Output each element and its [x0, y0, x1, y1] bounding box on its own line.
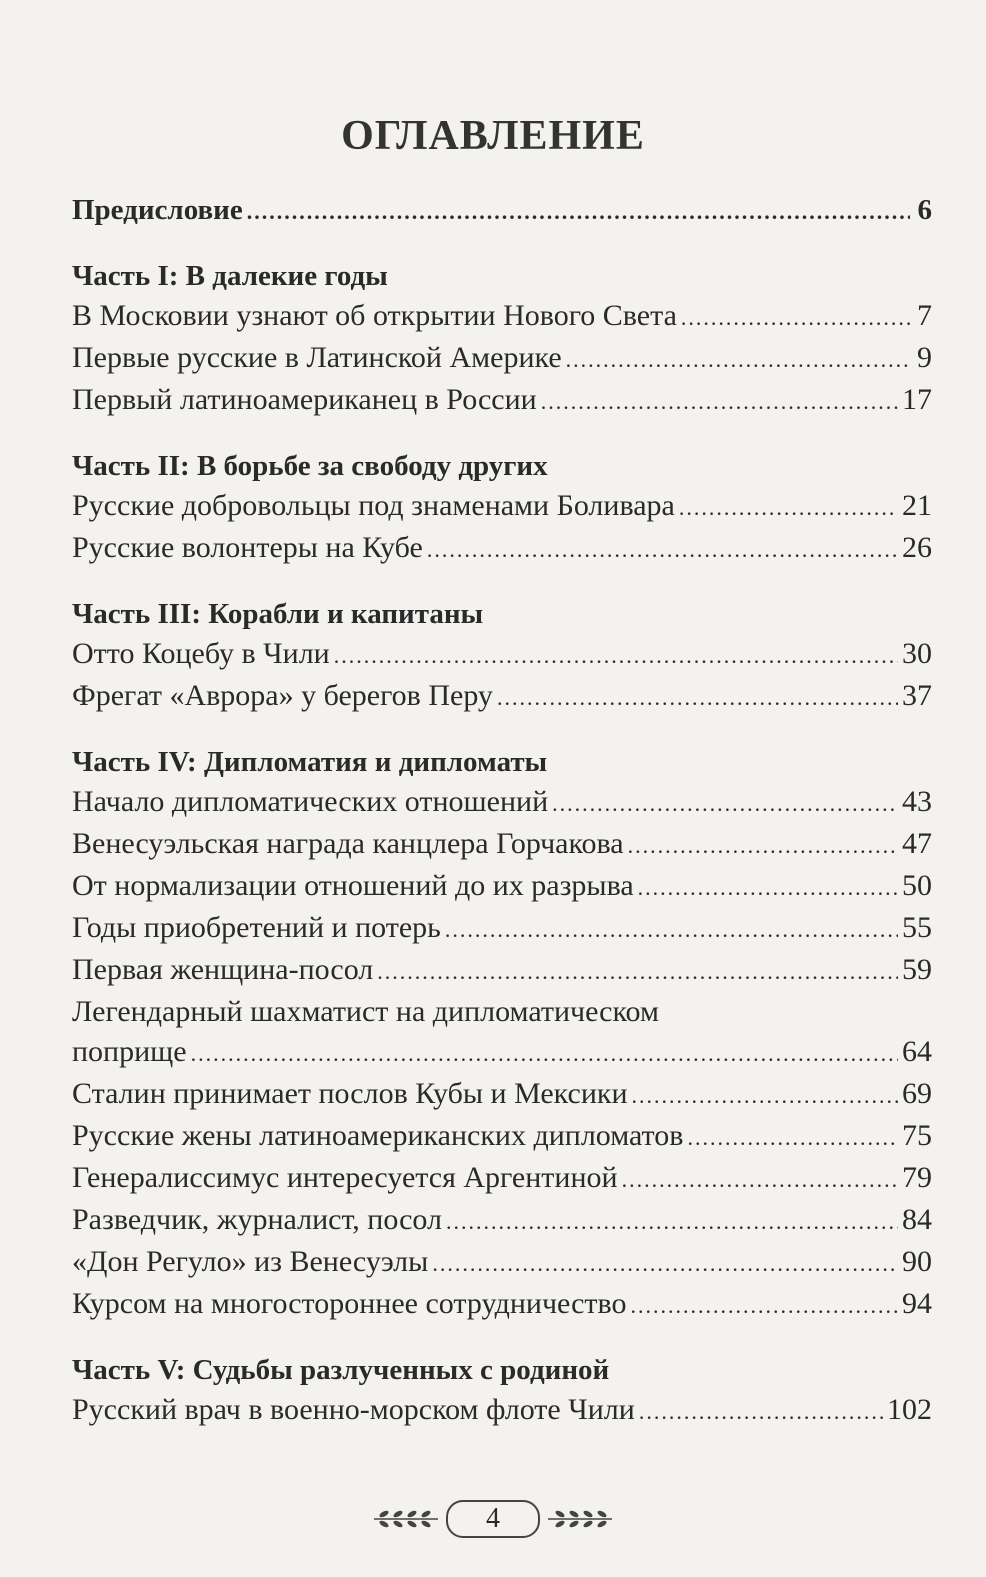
- toc-entry[interactable]: [72, 1242, 932, 1284]
- toc-entry[interactable]: [72, 1284, 932, 1326]
- toc-entry-label: Венесуэльская награда канцлера Горчакова: [72, 827, 624, 860]
- toc-entry[interactable]: [72, 338, 932, 380]
- toc-entry-page: 84: [902, 1203, 932, 1236]
- page-number: 4: [446, 1500, 540, 1538]
- toc-entry-label: Отто Коцебу в Чили: [72, 637, 330, 670]
- toc-part-2: [72, 446, 932, 570]
- toc-entry-label: Годы приобретений и потерь: [72, 911, 441, 944]
- toc-entry-label: Первый латиноамериканец в России: [72, 383, 537, 416]
- toc-entry[interactable]: [72, 486, 932, 528]
- page-title: ОГЛАВЛЕНИЕ: [341, 113, 645, 159]
- leader-dots: [681, 298, 910, 338]
- toc-entry-page: 26: [902, 531, 932, 564]
- toc-entry[interactable]: [72, 950, 932, 992]
- toc-entry-page: 30: [902, 637, 932, 670]
- toc-entry-page: 94: [902, 1287, 932, 1320]
- laurel-ornament-icon: [370, 1504, 440, 1534]
- toc-entry-label: Первые русские в Латинской Америке: [72, 341, 562, 374]
- leader-dots: [638, 868, 898, 908]
- toc-entry-page: 75: [902, 1119, 932, 1152]
- toc-entry-page: 90: [902, 1245, 932, 1278]
- toc-entry-page: 7: [917, 299, 932, 332]
- toc-entry-label-line1[interactable]: Легендарный шахматист на дипломатическом: [72, 995, 659, 1028]
- toc-entry-page: 37: [902, 679, 932, 712]
- toc-entry-label: Русские добровольцы под знаменами Боливара: [72, 489, 675, 522]
- toc-part-1: [72, 256, 932, 422]
- leader-dots: [639, 1392, 883, 1432]
- toc-entry[interactable]: [72, 634, 932, 676]
- toc-entry-page: 69: [902, 1077, 932, 1110]
- toc-entry-label: Сталин принимает послов Кубы и Мексики: [72, 1077, 628, 1110]
- toc-entry-page: 64: [902, 1035, 932, 1068]
- toc-entry-page: 9: [917, 341, 932, 374]
- part-title: Часть II: В борьбе за свободу других: [72, 450, 548, 482]
- toc-entry[interactable]: [72, 1116, 932, 1158]
- toc-entry-page: 21: [902, 489, 932, 522]
- toc-entry[interactable]: [72, 866, 932, 908]
- leader-dots: [679, 488, 898, 528]
- leader-dots: [552, 784, 898, 824]
- toc-entry-label: Первая женщина-посол: [72, 953, 374, 986]
- toc-part-3: [72, 594, 932, 718]
- part-title: Часть III: Корабли и капитаны: [72, 598, 484, 630]
- toc-entry-page: 102: [887, 1393, 932, 1426]
- leader-dots: [628, 826, 898, 866]
- toc-entry-label: От нормализации отношений до их разрыва: [72, 869, 634, 902]
- leader-dots: [432, 1244, 898, 1284]
- leader-dots: [541, 382, 898, 422]
- toc-entry-label: Фрегат «Аврора» у берегов Перу: [72, 679, 493, 712]
- leader-dots: [446, 1202, 898, 1242]
- toc-entry-label: Русские волонтеры на Кубе: [72, 531, 423, 564]
- toc-entry-page: 55: [902, 911, 932, 944]
- toc-entry[interactable]: [72, 824, 932, 866]
- toc-entry-page: 17: [902, 383, 932, 416]
- leader-dots: [334, 636, 898, 676]
- laurel-ornament-icon: [546, 1504, 616, 1534]
- toc-entry[interactable]: [72, 1074, 932, 1116]
- toc-entry-label: Разведчик, журналист, посол: [72, 1203, 442, 1236]
- leader-dots: [427, 530, 898, 570]
- toc-entry-page: 79: [902, 1161, 932, 1194]
- toc-entry-preface[interactable]: [72, 190, 932, 232]
- toc-entry[interactable]: [72, 380, 932, 422]
- part-title: Часть IV: Дипломатия и дипломаты: [72, 746, 548, 778]
- part-title: Часть V: Судьбы разлученных с родиной: [72, 1354, 610, 1386]
- leader-dots: [632, 1076, 899, 1116]
- toc-entry-page: 59: [902, 953, 932, 986]
- toc-entry-label: Начало дипломатических отношений: [72, 785, 549, 818]
- part-title: Часть I: В далекие годы: [72, 260, 388, 292]
- toc-entry-label: Предисловие: [72, 194, 243, 226]
- toc-entry-label: поприще: [72, 1035, 187, 1068]
- toc-entry-page: 47: [902, 827, 932, 860]
- toc-entry-page: 50: [902, 869, 932, 902]
- toc-entry-label: Русские жены латиноамериканских дипломатов: [72, 1119, 684, 1152]
- toc-entry[interactable]: [72, 676, 932, 718]
- leader-dots: [566, 340, 910, 380]
- toc-entry[interactable]: [72, 1200, 932, 1242]
- toc-entry[interactable]: [72, 908, 932, 950]
- toc-part-5: [72, 1350, 932, 1432]
- toc-entry[interactable]: [72, 296, 932, 338]
- toc-entry[interactable]: [72, 528, 932, 570]
- leader-dots: [622, 1160, 898, 1200]
- toc-entry-page: 43: [902, 785, 932, 818]
- toc-entry[interactable]: [72, 1032, 932, 1074]
- leader-dots: [247, 192, 910, 232]
- table-of-contents: [72, 190, 932, 1432]
- leader-dots: [631, 1286, 899, 1326]
- leader-dots: [377, 952, 898, 992]
- page-footer: [0, 1500, 986, 1538]
- toc-entry[interactable]: [72, 1390, 932, 1432]
- toc-part-4: [72, 742, 932, 1326]
- toc-entry-label: Русский врач в военно-морском флоте Чили: [72, 1393, 635, 1426]
- toc-entry-label: «Дон Регуло» из Венесуэлы: [72, 1245, 429, 1278]
- leader-dots: [445, 910, 898, 950]
- toc-entry[interactable]: [72, 782, 932, 824]
- toc-entry[interactable]: [72, 1158, 932, 1200]
- leader-dots: [497, 678, 898, 718]
- toc-entry-label: Генералиссимус интересуется Аргентиной: [72, 1161, 618, 1194]
- toc-entry-page: 6: [917, 194, 932, 226]
- leader-dots: [191, 1034, 898, 1074]
- toc-entry-label: В Московии узнают об открытии Нового Света: [72, 299, 677, 332]
- toc-entry-label: Курсом на многостороннее сотрудничество: [72, 1287, 627, 1320]
- leader-dots: [687, 1118, 898, 1158]
